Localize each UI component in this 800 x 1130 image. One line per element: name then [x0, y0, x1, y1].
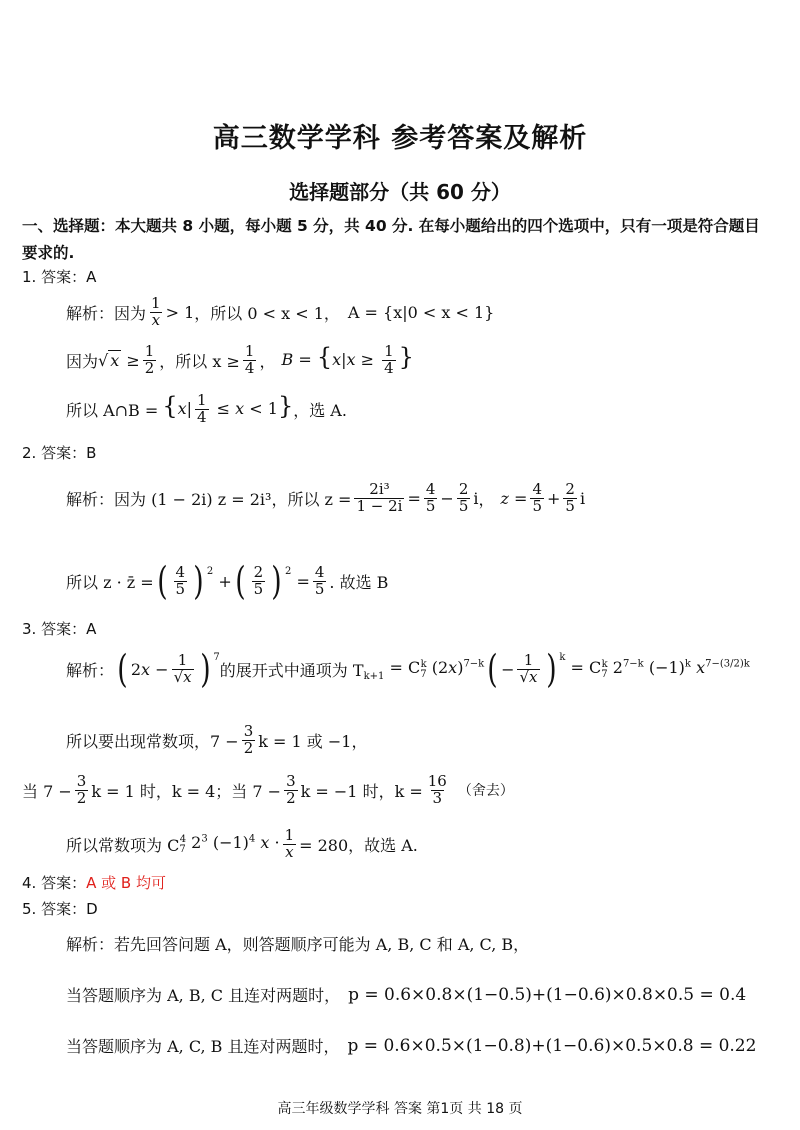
paren: ) [193, 559, 204, 603]
answer-2-label: 2. 答案：B [22, 444, 97, 462]
fraction: $\frac{1}{2}$ [144, 342, 155, 377]
q3-text: 的展开式中通项为 T [219, 660, 364, 680]
jiexi-label: 解析： [66, 935, 115, 954]
paren: ) [199, 647, 211, 691]
answer-4-label [22, 872, 166, 893]
q1-text: ，所以 0 < x < 1， [194, 303, 340, 323]
q2-solution-line-2: 所以 z · z̄ = ( $\frac{4}{5}$ ) $^2$ + ( $\frac{2}{5}$ ) $^2$ = $\frac{4}{5}$ . 故选 B [66, 559, 389, 603]
q3-text: k = 1 时，k = 4；当 7 − [91, 781, 282, 801]
q3-solution-line-4 [66, 828, 418, 861]
q1-solution-line-1 [66, 296, 494, 329]
answer-4-prefix: 4. 答案： [22, 874, 87, 892]
q3-formula-2: = $C_7^k$ $2^{7-k}$ $(-1)^k$ $x^{7-(3/2)k}$ [565, 657, 750, 681]
q1-text: 因为 [114, 303, 147, 323]
fraction: $\frac{4}{5}$ [175, 562, 186, 598]
q1-ineq: > 1 [165, 302, 195, 322]
q3-term: 2x − [130, 659, 169, 679]
fraction: $\frac{2}{5}$ [565, 480, 575, 515]
q3-text: = 280，故选 A. [299, 835, 418, 855]
jiexi-label: 解析： [66, 303, 115, 323]
q3-constant: $_7^4$ $2^3$ $(-1)^4$ x · [179, 833, 280, 856]
paren: ( [235, 559, 246, 603]
q5-text: 当答题顺序为 A, B, C 且连对两题时， [66, 986, 341, 1005]
q3-formula: = $C_7^k$ $(2x)^{7-k}$ [384, 657, 485, 681]
paren: ( [487, 647, 498, 691]
fraction: $\frac{4}{5}$ [532, 480, 542, 515]
answer-3-label: 3. 答案：A [22, 620, 97, 638]
page-footer: 高三年级数学学科 答案 第1页 共 18 页 [277, 1101, 523, 1117]
q5-formula: p = 0.6×0.8×(1−0.5)+(1−0.6)×0.8×0.5 = 0.4 [348, 984, 747, 1005]
q3-solution-line-3 [22, 774, 514, 807]
q3-text: k = 1 或 −1， [258, 731, 368, 751]
fraction: $\frac{2}{5}$ [458, 480, 469, 515]
q2-i: i [579, 488, 586, 508]
q5-solution-line-3 [66, 1034, 756, 1057]
q1-set-b: B = {x|x ≥ $\frac{1}{4}$ } [281, 342, 414, 377]
q1-set-a: A = {x|0 < x < 1} [347, 302, 495, 322]
q2-solution-line-1 [66, 482, 585, 515]
q2-plus: + [547, 488, 561, 508]
answer-4-value: A 或 B 均可 [86, 874, 166, 892]
fraction: $\frac{4}{5}$ [425, 480, 436, 515]
q5-solution-line-1 [66, 932, 529, 955]
q5-formula: p = 0.6×0.5×(1−0.8)+(1−0.6)×0.5×0.8 = 0.22 [347, 1035, 757, 1056]
answer-1-label: 1. 答案：A [22, 268, 97, 286]
q1-solution-line-3 [66, 393, 347, 426]
fraction: $\frac{1}{√x}$ [173, 650, 192, 686]
paren: ) [271, 559, 282, 603]
fraction: $\frac{16}{3}$ [427, 772, 447, 807]
q2-text: . 故选 B [329, 572, 389, 592]
q2-text: ， [478, 489, 495, 509]
fraction: $\frac{1}{√x}$ [519, 650, 538, 686]
q2-i: i [473, 488, 479, 508]
sqrt: √ x [98, 351, 120, 371]
paren: ) [545, 647, 557, 691]
q1-text: ，所以 x ≥ [159, 351, 240, 371]
fraction: $\frac{1}{x}$ [284, 826, 295, 861]
q2-text: 所以 z · z̄ = [66, 572, 154, 592]
answer-5-label: 5. 答案：D [22, 900, 98, 918]
q5-solution-line-2 [66, 983, 746, 1006]
q3-text: k = −1 时，k = [300, 781, 423, 801]
q3-minus: − [501, 659, 515, 679]
paren: ( [156, 559, 168, 603]
fraction: $\frac{3}{2}$ [286, 772, 296, 807]
section-intro: 一、选择题：本大题共 8 小题，每小题 5 分，共 40 分. 在每小题给出的四个选项中，只有一项是符合题目要求的. [22, 217, 760, 262]
fraction: $\frac{2}{5}$ [253, 562, 264, 598]
q2-eq: = [407, 488, 421, 508]
q1-text: 所以 A∩B = [66, 400, 159, 420]
q1-intersection: {x| $\frac{1}{4}$ ≤ x < 1} [162, 391, 294, 426]
q2-text: 因为 (1 − 2i) z = 2i³，所以 z = [114, 489, 352, 509]
q3-solution-line-2 [66, 724, 367, 757]
q3-text: 当 7 − [22, 781, 72, 801]
fraction: $\frac{\text{2i³}}{1 - 2i}$ [356, 480, 403, 515]
fraction: $\frac{1}{x}$ [151, 294, 161, 329]
jiexi-label: 解析： [66, 489, 115, 509]
q1-text: ， [259, 351, 276, 371]
jiexi-label: 解析： [66, 660, 115, 680]
section-subtitle: 选择题部分（共 60 分） [289, 180, 511, 204]
paren: ( [117, 647, 128, 691]
fraction: $\frac{3}{2}$ [76, 772, 87, 807]
q2-plus: + [213, 571, 232, 591]
page-title: 高三数学学科 参考答案及解析 [212, 123, 588, 154]
q2-conj: z = [500, 488, 528, 508]
q3-text: 所以常数项为 C [66, 835, 180, 855]
q3-text: 所以要出现常数项，7 − [66, 731, 239, 751]
q1-text: ，选 A. [293, 400, 347, 420]
q2-minus: − [440, 488, 454, 508]
fraction: $\frac{1}{4}$ [244, 342, 255, 377]
fraction: $\frac{3}{2}$ [243, 722, 254, 757]
q5-text: 当答题顺序为 A, C, B 且连对两题时， [66, 1037, 340, 1056]
q2-eq: = [291, 571, 310, 591]
q1-solution-line-2 [66, 344, 414, 377]
q5-text: 若先回答问题 A，则答题顺序可能为 A, B, C 和 A, C, B， [114, 935, 530, 954]
q1-ineq: ≥ [121, 350, 140, 370]
q1-text: 因为 [66, 351, 99, 371]
fraction: $\frac{4}{5}$ [314, 562, 325, 598]
q3-solution-line-1: 解析： ( 2x − $\frac{1}{√x}$ ) $^7$ 的展开式中通项为 T $_{k+1}$ = $C_7^k$ $(2x)^{7-k}$ ( − $\frac{1}{√x}$ ) $^k$ = $C_7^k$ $2^{7-k}$ $(-1)^k$ $x^{7-(3/2)k}$ [66, 647, 750, 691]
q3-text: （舍去） [457, 783, 514, 800]
